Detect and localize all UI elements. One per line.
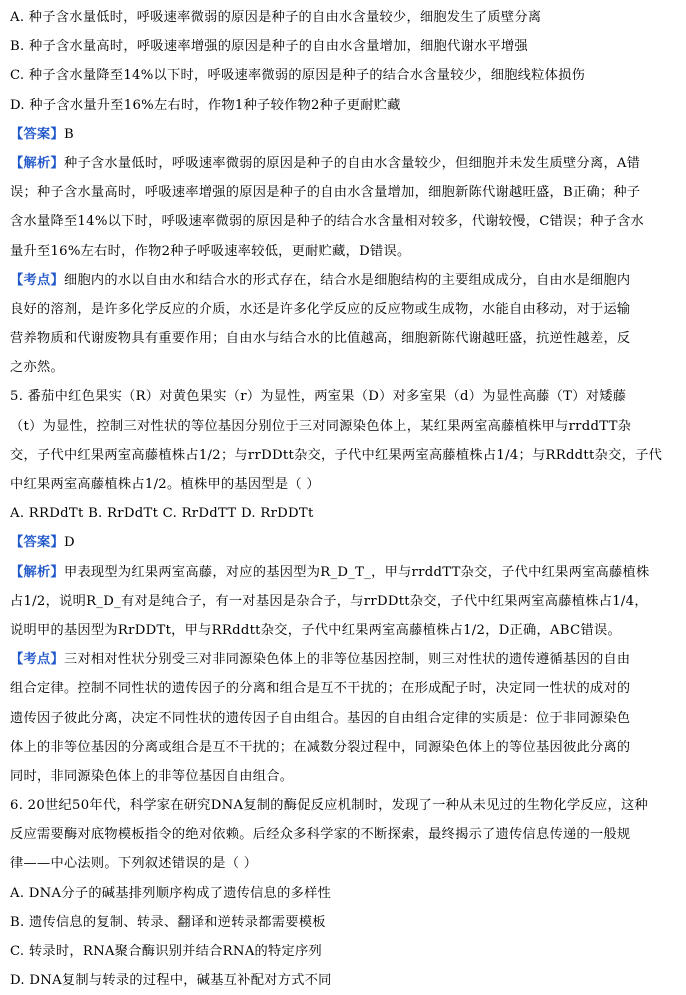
line-text: A. 种子含水量低时，呼吸速率微弱的原因是种子的自由水含量较少，细胞发生了质壁分离 xyxy=(10,10,542,25)
line-text: A. DNA分子的碱基排列顺序构成了遗传信息的多样性 xyxy=(10,885,332,901)
section-tag: 【解析】 xyxy=(10,155,64,171)
text-line xyxy=(10,266,676,295)
line-text: 中红果两室高藤植株占1/2。植株甲的基因型是（ ） xyxy=(10,477,320,492)
line-text: 遗传因子彼此分离，决定不同性状的遗传因子自由组合。基因的自由组合定律的实质是：位于非同源染色 xyxy=(10,710,631,726)
text-line xyxy=(10,295,676,324)
line-text: 同时，非同源染色体上的非等位基因自由组合。 xyxy=(10,768,294,784)
line-text: 含水量降至14%以下时，呼吸速率微弱的原因是种子的结合水含量相对较多，代谢较慢，C错误；种子含水 xyxy=(10,214,645,230)
text-line xyxy=(10,470,676,499)
text-line xyxy=(10,908,676,937)
line-text: 三对相对性状分别受三对非同源染色体上的非等位基因控制，则三对性状的遗传遵循基因的自由 xyxy=(63,652,631,668)
section-tag: 【解析】 xyxy=(10,564,64,580)
line-text: （t）为显性，控制三对性状的等位基因分别位于三对同源染色体上，某红果两室高藤植株甲与rrddTT杂 xyxy=(10,418,632,434)
line-text: 量升至16%左右时，作物2种子呼吸速率较低，更耐贮藏，D错误。 xyxy=(10,243,411,259)
text-line xyxy=(10,120,676,149)
line-text: 说明甲的基因型为RrDDTt，甲与RRddtt杂交，子代中红果两室高藤植株占1/2，D正确，ABC错误。 xyxy=(10,622,621,638)
text-line xyxy=(10,412,676,441)
line-text: A. RRDdTt B. RrDdTt C. RrDdTT D. RrDDTt xyxy=(10,506,314,522)
text-line xyxy=(10,849,676,878)
text-line xyxy=(10,499,676,528)
section-tag: 【考点】 xyxy=(10,652,64,668)
text-line xyxy=(10,587,676,616)
line-text: 6. 20世纪50年代，科学家在研究DNA复制的酶促反应机制时，发现了一种从未见过的生物化学反应，这种 xyxy=(10,798,648,814)
text-line xyxy=(10,762,676,791)
line-text: C. 种子含水量降至14%以下时，呼吸速率微弱的原因是种子的结合水含量较少，细胞线粒体损伤 xyxy=(10,68,586,84)
text-line xyxy=(10,937,676,966)
text-line xyxy=(10,178,676,207)
text-line xyxy=(10,32,676,61)
line-text: B. 遗传信息的复制、转录、翻译和逆转录都需要模板 xyxy=(10,914,326,930)
section-tag: 【答案】 xyxy=(10,535,64,551)
line-text: 细胞内的水以自由水和结合水的形式存在，结合水是细胞结构的主要组成成分，自由水是细胞内 xyxy=(63,272,631,288)
text-line xyxy=(10,966,676,995)
line-text: C. 转录时，RNA聚合酶识别并结合RNA的特定序列 xyxy=(10,944,322,959)
text-line xyxy=(10,207,676,236)
text-line xyxy=(10,237,676,266)
line-text: D. DNA复制与转录的过程中，碱基互补配对方式不同 xyxy=(10,973,332,989)
line-text: 反应需要酶对底物模板指令的绝对依赖。后经众多科学家的不断探索，最终揭示了遗传信息传递的一般规 xyxy=(10,827,631,843)
text-line xyxy=(10,441,676,470)
text-line xyxy=(10,616,676,645)
text-line xyxy=(10,382,676,411)
line-text: 占1/2，说明R_D_有对是纯合子，有一对基因是杂合子，与rrDDtt杂交，子代中红果两室高藤植株占1/4， xyxy=(10,593,648,609)
text-line xyxy=(10,791,676,820)
text-line xyxy=(10,820,676,849)
text-line xyxy=(10,149,676,178)
line-text: B. 种子含水量高时，呼吸速率增强的原因是种子的自由水含量增加，细胞代谢水平增强 xyxy=(10,39,529,55)
text-line xyxy=(10,91,676,120)
line-text: 交，子代中红果两室高藤植株占1/2；与rrDDtt杂交，子代中红果两室高藤植株占1/4；与RRddtt杂交，子代 xyxy=(10,447,663,463)
line-text: 体上的非等位基因的分离或组合是互不干扰的；在减数分裂过程中，同源染色体上的等位基因彼此分离的 xyxy=(10,739,631,755)
text-line xyxy=(10,674,676,703)
line-text: 种子含水量低时，呼吸速率微弱的原因是种子的自由水含量较少，但细胞并未发生质壁分离，A错 xyxy=(63,155,641,171)
text-line xyxy=(10,733,676,762)
text-line xyxy=(10,879,676,908)
text-line xyxy=(10,645,676,674)
line-text: D xyxy=(63,535,75,551)
line-text: 5. 番茄中红色果实（R）对黄色果实（r）为显性，两室果（D）对多室果（d）为显性高藤（T）对矮藤 xyxy=(10,389,627,405)
line-text: 营养物质和代谢废物具有重要作用；自由水与结合水的比值越高，细胞新陈代谢越旺盛，抗逆性越差，反 xyxy=(10,331,631,347)
text-line xyxy=(10,61,676,90)
text-line xyxy=(10,3,676,32)
line-text: 误；种子含水量高时，呼吸速率增强的原因是种子的自由水含量增加，细胞新陈代谢越旺盛，B正确；种子 xyxy=(10,185,641,201)
text-line xyxy=(10,704,676,733)
line-text: 组合定律。控制不同性状的遗传因子的分离和组合是互不干扰的；在形成配子时，决定同一性状的成对的 xyxy=(10,681,631,697)
line-text: 良好的溶剂，是许多化学反应的介质，水还是许多化学反应的反应物或生成物，水能自由移动，对于运输 xyxy=(10,301,631,317)
section-tag: 【答案】 xyxy=(10,126,64,142)
text-line xyxy=(10,324,676,353)
text-line xyxy=(10,528,676,557)
text-line xyxy=(10,353,676,382)
line-text: 律——中心法则。下列叙述错误的是（ ） xyxy=(10,856,258,872)
line-text: 之亦然。 xyxy=(10,360,64,376)
section-tag: 【考点】 xyxy=(10,272,64,288)
line-text: B xyxy=(63,126,74,142)
line-text: D. 种子含水量升至16%左右时，作物1种子较作物2种子更耐贮藏 xyxy=(10,97,401,113)
line-text: 甲表现型为红果两室高藤，对应的基因型为R_D_T_，甲与rrddTT杂交，子代中红果两室高藤植株 xyxy=(63,564,650,580)
text-line xyxy=(10,558,676,587)
